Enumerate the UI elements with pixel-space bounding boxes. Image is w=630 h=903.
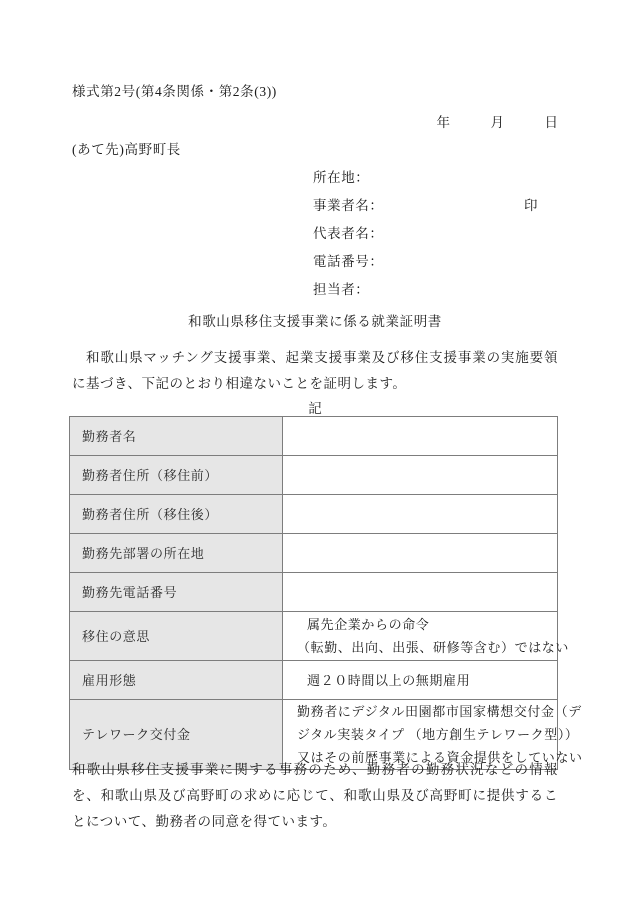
table-row: [70, 417, 558, 456]
table-row: [70, 456, 558, 495]
date-line: 年 月 日: [436, 115, 558, 130]
row-value-migration-intent-line-1: 属先企業からの命令: [307, 617, 430, 632]
issuer-block: [313, 164, 563, 304]
row-value-telework-grant-line-1: 勤務者にデジタル田園都市国家構想交付金（デ: [297, 704, 582, 719]
row-label-telework-grant: テレワーク交付金: [70, 700, 283, 770]
issuer-field-representative: [313, 220, 563, 248]
row-value-migration-intent[interactable]: [283, 612, 570, 661]
row-value-address-before[interactable]: [283, 456, 558, 495]
row-value-migration-intent-line-2: （転勤、出向、出張、研修等含む）ではない: [297, 640, 570, 655]
issuer-field-phone-label: 電話番号：: [313, 254, 384, 269]
row-label-employment-type: 雇用形態: [70, 661, 283, 700]
employment-info-table: [69, 416, 583, 770]
seal-mark: 印: [524, 198, 538, 213]
row-label-workplace-location: 勤務先部署の所在地: [70, 534, 283, 573]
row-label-workplace-phone: 勤務先電話番号: [70, 573, 283, 612]
issuer-field-business-name: [313, 192, 563, 220]
intro-paragraph: 和歌山県マッチング支援事業、起業支援事業及び移住支援事業の実施要領に基づき、下記のとおり相違ないことを証明します。: [72, 350, 558, 391]
row-value-employment-type[interactable]: [283, 661, 558, 700]
addressee-line: (あて先)高野町長: [72, 142, 181, 157]
row-label-address-after: 勤務者住所（移住後）: [70, 495, 283, 534]
issuer-field-location-label: 所在地：: [313, 170, 370, 185]
document-title: 和歌山県移住支援事業に係る就業証明書: [188, 314, 442, 329]
row-value-address-after[interactable]: [283, 495, 558, 534]
issuer-field-contact-person-label: 担当者：: [313, 282, 370, 297]
row-label-migration-intent: 移住の意思: [70, 612, 283, 661]
table-row: [70, 661, 558, 700]
row-value-employment-type-line-1: 週２０時間以上の無期雇用: [307, 672, 471, 688]
ki-mark: 記: [308, 401, 322, 416]
issuer-field-location: [313, 164, 563, 192]
row-value-telework-grant-line-2: ジタル実装タイプ （地方創生テレワーク型））: [297, 727, 579, 742]
issuer-field-phone: [313, 248, 563, 276]
closing-paragraph: 和歌山県移住支援事業に関する事務のため、勤務者の勤務状況などの情報を、和歌山県及び高野町の求めに応じて、和歌山県及び高野町に提供することについて、勤務者の同意を得ています。: [72, 762, 558, 829]
row-value-telework-grant-line-3: 又はその前歴事業による資金提供をしていない: [297, 750, 583, 765]
table-row: [70, 612, 558, 661]
row-value-workplace-phone[interactable]: [283, 573, 558, 612]
table-row: [70, 534, 558, 573]
table-row: [70, 495, 558, 534]
form-number: 様式第2号(第4条関係・第2条(3)): [72, 84, 277, 99]
issuer-field-representative-label: 代表者名：: [313, 226, 384, 241]
row-value-workplace-location[interactable]: [283, 534, 558, 573]
issuer-field-contact-person: [313, 276, 563, 304]
issuer-field-business-name-label: 事業者名：: [313, 198, 384, 213]
row-value-worker-name[interactable]: [283, 417, 558, 456]
table-row: [70, 573, 558, 612]
row-label-address-before: 勤務者住所（移住前）: [70, 456, 283, 495]
row-label-worker-name: 勤務者名: [70, 417, 283, 456]
